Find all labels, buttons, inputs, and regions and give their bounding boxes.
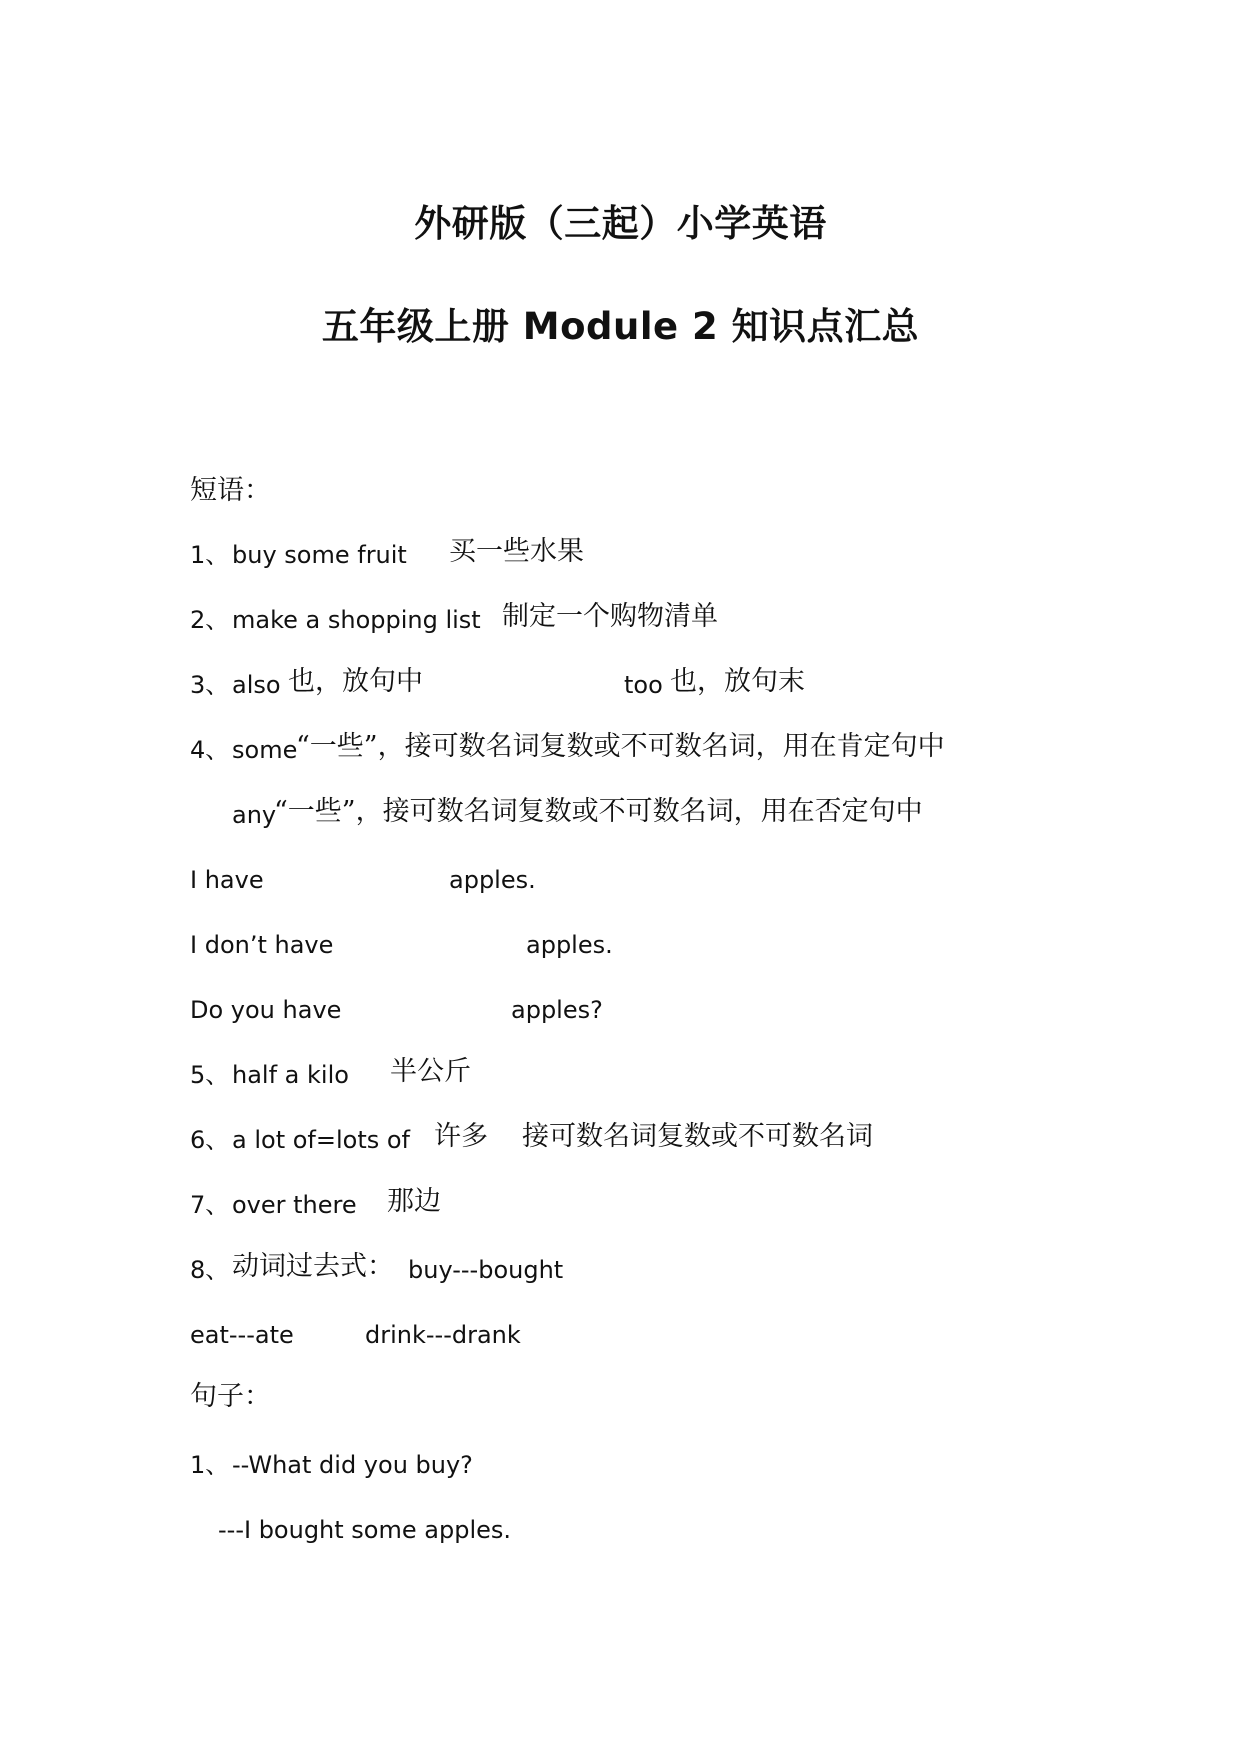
past-tense-label: 动词过去式： <box>232 1251 394 1282</box>
english-word-also: also <box>232 671 281 699</box>
phrases-heading: 短语： <box>190 475 271 506</box>
answer-text: ---I bought some apples. <box>218 1516 512 1544</box>
english-phrase: over there <box>232 1191 357 1219</box>
english-phrase: a lot of=lots of <box>232 1126 410 1154</box>
item-number: 2、 <box>190 606 230 634</box>
english-phrase: make a shopping list <box>232 606 481 634</box>
past-tense-eat: eat---ate <box>190 1321 294 1349</box>
past-tense-drink: drink---drank <box>365 1321 521 1349</box>
chinese-meaning-too: 也，放句末 <box>670 666 805 697</box>
example-start: I have <box>190 866 264 894</box>
chinese-meaning: 买一些水果 <box>449 536 584 567</box>
chinese-meaning: 制定一个购物清单 <box>502 601 718 632</box>
english-word-some: some <box>232 736 298 764</box>
item-number: 4、 <box>190 736 230 764</box>
english-phrase: half a kilo <box>232 1061 349 1089</box>
past-tense-buy: buy---bought <box>408 1256 564 1284</box>
example-end: apples. <box>526 931 613 959</box>
item-number: 1、 <box>190 1451 230 1479</box>
chinese-meaning-also: 也，放句中 <box>288 666 423 697</box>
item-number: 1、 <box>190 541 230 569</box>
example-start: I don’t have <box>190 931 334 959</box>
item-number: 8、 <box>190 1256 230 1284</box>
chinese-meaning: 许多 <box>434 1121 488 1152</box>
chinese-meaning: 半公斤 <box>390 1056 471 1087</box>
item-number: 6、 <box>190 1126 230 1154</box>
chinese-meaning: “一些”，接可数名词复数或不可数名词，用在肯定句中 <box>296 731 945 762</box>
chinese-meaning: “一些”，接可数名词复数或不可数名词，用在否定句中 <box>274 796 923 827</box>
example-end: apples? <box>511 996 603 1024</box>
document-title-line1: 外研版（三起）小学英语 <box>414 202 827 245</box>
english-word-any: any <box>232 801 277 829</box>
usage-note: 接可数名词复数或不可数名词 <box>522 1121 873 1152</box>
document-title-line2: 五年级上册 Module 2 知识点汇总 <box>321 305 920 348</box>
english-word-too: too <box>624 671 663 699</box>
example-end: apples. <box>449 866 536 894</box>
chinese-meaning: 那边 <box>387 1186 441 1217</box>
example-start: Do you have <box>190 996 342 1024</box>
item-number: 5、 <box>190 1061 230 1089</box>
sentences-heading: 句子： <box>190 1381 271 1412</box>
item-number: 7、 <box>190 1191 230 1219</box>
english-phrase: buy some fruit <box>232 541 407 569</box>
item-number: 3、 <box>190 671 230 699</box>
question-text: --What did you buy? <box>232 1451 473 1479</box>
